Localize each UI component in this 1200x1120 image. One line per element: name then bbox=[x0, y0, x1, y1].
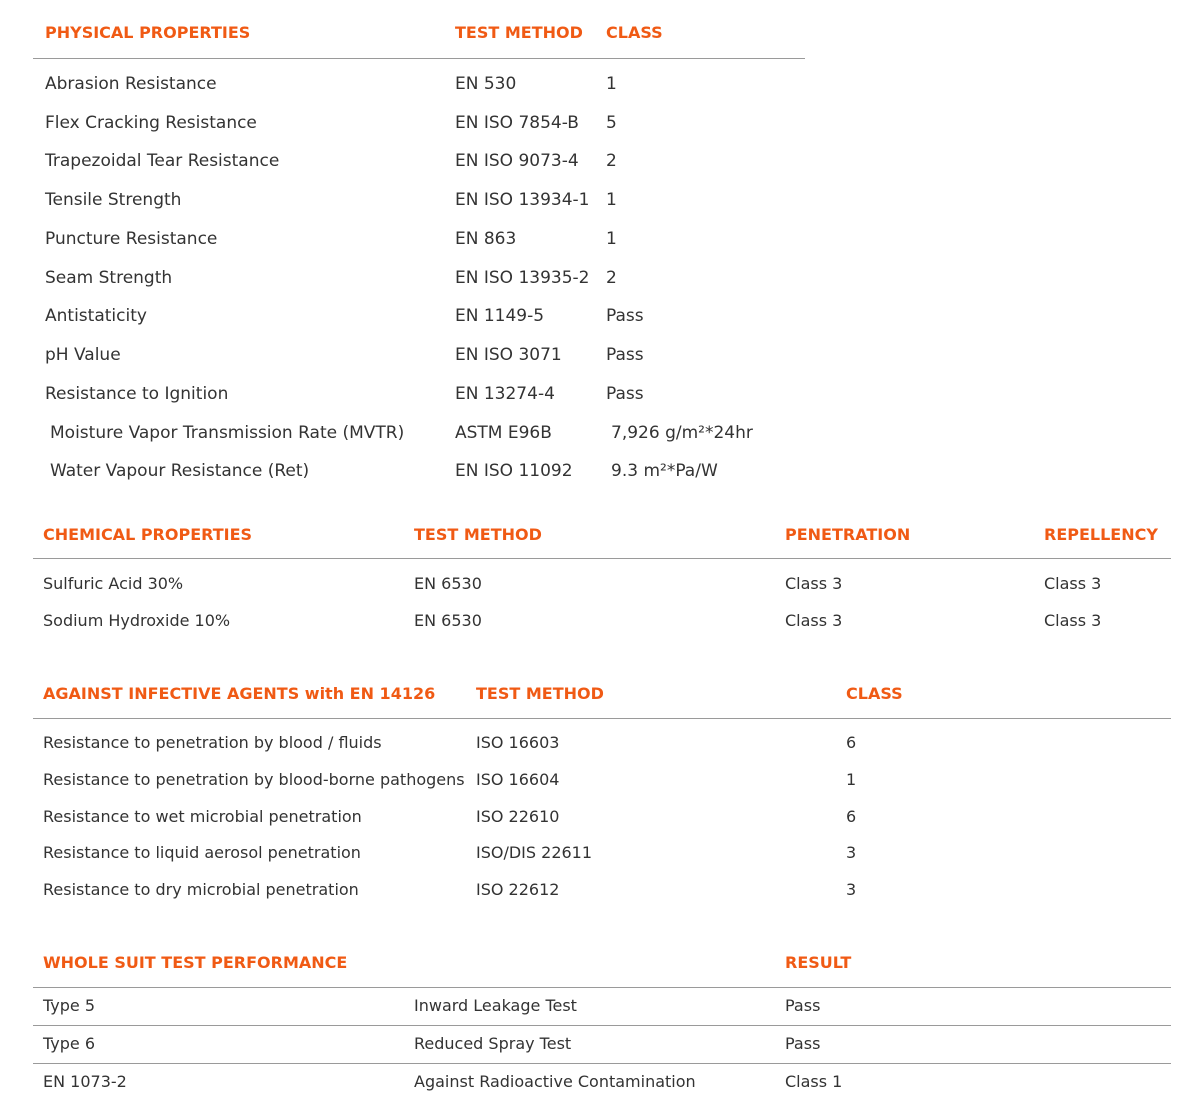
infective-cell: 3 bbox=[846, 843, 857, 862]
physical-cell: EN ISO 3071 bbox=[455, 345, 562, 365]
infective-header-1: TEST METHOD bbox=[476, 684, 604, 703]
physical-cell: Trapezoidal Tear Resistance bbox=[45, 151, 280, 171]
infective-cell: Resistance to penetration by blood / fluids bbox=[43, 733, 382, 752]
infective-header-0: AGAINST INFECTIVE AGENTS with EN 14126 bbox=[43, 684, 436, 703]
infective-cell: 6 bbox=[846, 807, 857, 826]
infective-cell: ISO 22610 bbox=[476, 807, 560, 826]
physical-cell: Tensile Strength bbox=[45, 190, 182, 210]
chemical-header-2: PENETRATION bbox=[785, 525, 911, 544]
physical-cell: Flex Cracking Resistance bbox=[45, 113, 257, 133]
physical-cell: EN 1149-5 bbox=[455, 306, 545, 326]
physical-cell: 1 bbox=[606, 229, 617, 249]
physical-cell: EN 530 bbox=[455, 74, 517, 94]
physical-cell: EN ISO 13935-2 bbox=[455, 268, 590, 288]
physical-cell: EN ISO 11092 bbox=[455, 461, 573, 481]
physical-cell: EN ISO 9073-4 bbox=[455, 151, 579, 171]
physical-cell: EN ISO 13934-1 bbox=[455, 190, 590, 210]
physical-header-rule bbox=[33, 58, 805, 59]
physical-cell: pH Value bbox=[45, 345, 121, 365]
chemical-header-3: REPELLENCY bbox=[1044, 525, 1158, 544]
infective-cell: 1 bbox=[846, 770, 857, 789]
infective-cell: ISO 16603 bbox=[476, 733, 560, 752]
chemical-cell: Class 3 bbox=[1044, 611, 1102, 630]
whole-suit-cell: Type 6 bbox=[43, 1034, 96, 1053]
physical-cell: Puncture Resistance bbox=[45, 229, 218, 249]
infective-cell: 3 bbox=[846, 880, 857, 899]
whole-suit-cell: Type 5 bbox=[43, 996, 96, 1015]
chemical-cell: Class 3 bbox=[785, 574, 843, 593]
physical-cell: ASTM E96B bbox=[455, 423, 552, 443]
physical-cell: 9.3 m²*Pa/W bbox=[611, 461, 718, 481]
whole-suit-header-rule bbox=[33, 987, 1171, 988]
physical-header-0: PHYSICAL PROPERTIES bbox=[45, 23, 251, 42]
whole-suit-row-rule bbox=[33, 1025, 1171, 1026]
infective-cell: Resistance to wet microbial penetration bbox=[43, 807, 362, 826]
infective-cell: 6 bbox=[846, 733, 857, 752]
physical-cell: 2 bbox=[606, 268, 617, 288]
whole-suit-header-0: WHOLE SUIT TEST PERFORMANCE bbox=[43, 953, 348, 972]
infective-cell: Resistance to liquid aerosol penetration bbox=[43, 843, 361, 862]
whole-suit-row-rule bbox=[33, 1063, 1171, 1064]
whole-suit-cell: Pass bbox=[785, 1034, 821, 1053]
infective-cell: Resistance to penetration by blood-borne pathogens bbox=[43, 770, 465, 789]
infective-header-rule bbox=[33, 718, 1171, 719]
chemical-cell: Class 3 bbox=[1044, 574, 1102, 593]
physical-cell: Water Vapour Resistance (Ret) bbox=[50, 461, 310, 481]
infective-cell: ISO 22612 bbox=[476, 880, 560, 899]
physical-cell: Resistance to Ignition bbox=[45, 384, 229, 404]
whole-suit-cell: Against Radioactive Contamination bbox=[414, 1072, 696, 1091]
chemical-header-rule bbox=[33, 558, 1171, 559]
chemical-cell: EN 6530 bbox=[414, 611, 482, 630]
physical-header-1: TEST METHOD bbox=[455, 23, 583, 42]
physical-cell: 1 bbox=[606, 74, 617, 94]
chemical-cell: Sodium Hydroxide 10% bbox=[43, 611, 231, 630]
physical-cell: 5 bbox=[606, 113, 617, 133]
physical-cell: Pass bbox=[606, 306, 644, 326]
physical-cell: EN 863 bbox=[455, 229, 517, 249]
physical-cell: Pass bbox=[606, 345, 644, 365]
infective-header-2: CLASS bbox=[846, 684, 903, 703]
chemical-cell: Sulfuric Acid 30% bbox=[43, 574, 184, 593]
whole-suit-cell: Reduced Spray Test bbox=[414, 1034, 572, 1053]
physical-cell: Moisture Vapor Transmission Rate (MVTR) bbox=[50, 423, 405, 443]
whole-suit-cell: Pass bbox=[785, 996, 821, 1015]
physical-cell: Antistaticity bbox=[45, 306, 147, 326]
physical-header-2: CLASS bbox=[606, 23, 663, 42]
chemical-header-0: CHEMICAL PROPERTIES bbox=[43, 525, 253, 544]
infective-cell: Resistance to dry microbial penetration bbox=[43, 880, 359, 899]
infective-cell: ISO/DIS 22611 bbox=[476, 843, 593, 862]
physical-cell: Pass bbox=[606, 384, 644, 404]
physical-cell: EN ISO 7854-B bbox=[455, 113, 579, 133]
infective-cell: ISO 16604 bbox=[476, 770, 560, 789]
whole-suit-cell: Inward Leakage Test bbox=[414, 996, 577, 1015]
physical-cell: 2 bbox=[606, 151, 617, 171]
physical-cell: EN 13274-4 bbox=[455, 384, 555, 404]
physical-cell: Seam Strength bbox=[45, 268, 173, 288]
chemical-cell: Class 3 bbox=[785, 611, 843, 630]
physical-cell: Abrasion Resistance bbox=[45, 74, 217, 94]
chemical-header-1: TEST METHOD bbox=[414, 525, 542, 544]
physical-cell: 1 bbox=[606, 190, 617, 210]
whole-suit-header-1: RESULT bbox=[785, 953, 852, 972]
chemical-cell: EN 6530 bbox=[414, 574, 482, 593]
physical-cell: 7,926 g/m²*24hr bbox=[611, 423, 753, 443]
whole-suit-cell: EN 1073-2 bbox=[43, 1072, 127, 1091]
whole-suit-cell: Class 1 bbox=[785, 1072, 843, 1091]
